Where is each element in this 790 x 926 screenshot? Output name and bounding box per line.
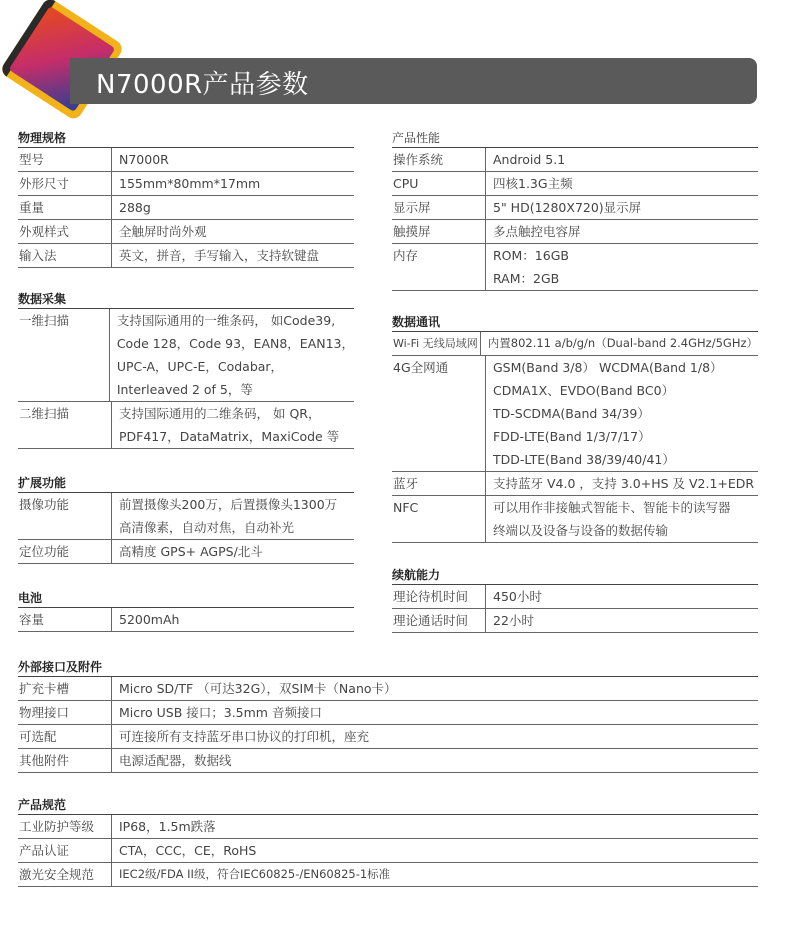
spec-value (485, 585, 758, 608)
spec-label: 一维扫描 (19, 313, 70, 328)
spec-value-line: IP68，1.5m跌落 (119, 819, 216, 834)
spec-value (111, 677, 758, 700)
spec-value-line: TD-SCDMA(Band 34/39） (493, 406, 650, 421)
spec-value (485, 472, 758, 495)
section-title: 外部接口及附件 (18, 659, 758, 677)
section-communication (392, 314, 758, 543)
section-interfaces (18, 659, 758, 773)
spec-value-line: 终端以及设备与设备的数据传输 (493, 523, 669, 538)
spec-row (392, 196, 758, 220)
spec-row (18, 172, 354, 196)
spec-value (111, 220, 354, 243)
spec-label: 定位功能 (19, 544, 70, 559)
spec-value (111, 701, 758, 724)
section-data-capture (18, 291, 354, 449)
page-title: N7000R产品参数 (96, 70, 309, 100)
spec-value-line: 5200mAh (119, 612, 180, 627)
spec-row (18, 196, 354, 220)
spec-value-line: 支持国际通用的二维条码， 如 QR， (119, 406, 321, 421)
section-title: 产品规范 (18, 797, 758, 815)
spec-row (392, 356, 758, 472)
section-title: 数据采集 (18, 291, 354, 309)
spec-label: 激光安全规范 (19, 867, 95, 882)
spec-label: 显示屏 (393, 200, 431, 215)
spec-value-line: 多点触控电容屏 (493, 224, 581, 239)
spec-row (18, 701, 758, 725)
section-extended-features (18, 475, 354, 564)
spec-row (18, 244, 354, 268)
spec-value (111, 863, 758, 886)
spec-value-line: 5" HD(1280X720)显示屏 (493, 200, 642, 215)
spec-value-line: 内置802.11 a/b/g/n（Dual-band 2.4GHz/5GHz） (487, 336, 758, 350)
spec-value-line: TDD-LTE(Band 38/39/40/41） (493, 452, 675, 467)
spec-value (109, 309, 354, 401)
spec-value (485, 244, 758, 290)
spec-row (392, 496, 758, 543)
spec-row (18, 749, 758, 773)
spec-value (485, 220, 758, 243)
spec-value (111, 244, 354, 267)
spec-row (392, 585, 758, 609)
spec-label: 型号 (19, 152, 45, 167)
section-battery (18, 590, 354, 632)
spec-value-line: 450小时 (493, 589, 542, 604)
spec-value-line: UPC-A，UPC-E，Codabar， (116, 359, 284, 374)
spec-value-line: Interleaved 2 of 5，等 (116, 382, 253, 397)
spec-value-line: CTA，CCC，CE，RoHS (119, 843, 257, 858)
spec-value (480, 332, 758, 355)
section-endurance (392, 567, 758, 633)
spec-value-line: Micro USB 接口；3.5mm 音频接口 (119, 705, 322, 720)
spec-value-line: Code 128，Code 93，EAN8，EAN13， (116, 336, 354, 351)
spec-label: CPU (393, 176, 419, 191)
spec-row (18, 540, 354, 564)
spec-row (18, 148, 354, 172)
spec-value (111, 839, 758, 862)
spec-label: 操作系统 (393, 152, 444, 167)
spec-row (18, 608, 354, 632)
section-title: 物理规格 (18, 130, 354, 148)
spec-value (111, 725, 758, 748)
spec-value (111, 493, 354, 539)
spec-row (392, 220, 758, 244)
spec-label: 物理接口 (19, 705, 70, 720)
section-title: 续航能力 (392, 567, 758, 585)
spec-value-line: GSM(Band 3/8） WCDMA(Band 1/8） (493, 360, 723, 375)
spec-row (18, 839, 758, 863)
spec-value (111, 749, 758, 772)
spec-value-line: RAM：2GB (493, 271, 560, 286)
spec-row (18, 220, 354, 244)
spec-row (392, 244, 758, 291)
spec-label: 理论待机时间 (393, 589, 469, 604)
section-title: 扩展功能 (18, 475, 354, 493)
spec-label: 外观样式 (19, 224, 70, 239)
spec-row (392, 172, 758, 196)
spec-value-line: 支持蓝牙 V4.0 ，支持 3.0+HS 及 V2.1+EDR (493, 476, 755, 491)
spec-label: 容量 (19, 612, 45, 627)
spec-label: 二维扫描 (19, 406, 70, 421)
spec-label: NFC (393, 500, 419, 515)
spec-label: 工业防护等级 (19, 819, 95, 834)
spec-value (485, 148, 758, 171)
spec-label: 外形尺寸 (19, 176, 70, 191)
spec-label: 扩充卡槽 (19, 681, 70, 696)
spec-row (392, 148, 758, 172)
spec-value (111, 196, 354, 219)
spec-row (18, 725, 758, 749)
spec-value-line: 可以用作非接触式智能卡、智能卡的读写器 (493, 500, 731, 515)
section-title: 数据通讯 (392, 314, 758, 332)
spec-row (392, 472, 758, 496)
spec-row (392, 332, 758, 356)
spec-value (111, 608, 354, 631)
spec-value (485, 496, 758, 542)
spec-row (18, 815, 758, 839)
spec-label: 重量 (19, 200, 45, 215)
section-physical (18, 130, 354, 268)
spec-value-line: 前置摄像头200万，后置摄像头1300万 (119, 497, 338, 512)
spec-value-line: 四核1.3G主频 (493, 176, 573, 191)
spec-row (18, 402, 354, 449)
spec-value (111, 815, 758, 838)
spec-value-line: 全触屏时尚外观 (119, 224, 207, 239)
spec-value-line: 英文，拼音，手写输入，支持软键盘 (119, 248, 320, 263)
spec-value-line: Android 5.1 (493, 152, 566, 167)
spec-label: 输入法 (19, 248, 57, 263)
spec-value-line: Micro SD/TF （可达32G），双SIM卡（Nano卡） (119, 681, 397, 696)
spec-row (18, 493, 354, 540)
spec-row (18, 309, 354, 402)
section-title: 电池 (18, 590, 354, 608)
spec-label: 摄像功能 (19, 497, 70, 512)
spec-value (485, 196, 758, 219)
spec-value-line: PDF417，DataMatrix，MaxiCode 等 (119, 429, 340, 444)
section-performance (392, 130, 758, 291)
spec-value-line: CDMA1X、EVDO(Band BC0） (493, 383, 675, 398)
section-title: 产品性能 (392, 130, 758, 148)
spec-label: 理论通话时间 (393, 613, 469, 628)
spec-value-line: 高精度 GPS+ AGPS/北斗 (119, 544, 263, 559)
spec-value-line: 电源适配器，数据线 (119, 753, 232, 768)
spec-value (485, 172, 758, 195)
spec-label: 其他附件 (19, 753, 70, 768)
spec-value-line: IEC2级/FDA II级，符合IEC60825-/EN60825-1标准 (119, 867, 391, 881)
spec-value-line: 22小时 (493, 613, 534, 628)
spec-row (392, 609, 758, 633)
spec-value-line: 支持国际通用的一维条码， 如Code39, (116, 313, 336, 328)
spec-value-line: 288g (119, 200, 151, 215)
spec-value (111, 402, 354, 448)
spec-label: 内存 (393, 248, 419, 263)
spec-value-line: 高清像素，自动对焦，自动补光 (119, 520, 295, 535)
spec-value-line: 155mm*80mm*17mm (119, 176, 261, 191)
spec-label: 4G全网通 (393, 360, 449, 375)
spec-value (111, 172, 354, 195)
spec-value (111, 148, 354, 171)
spec-value-line: N7000R (119, 152, 169, 167)
spec-value (111, 540, 354, 563)
spec-value-line: FDD-LTE(Band 1/3/7/17） (493, 429, 651, 444)
spec-row (18, 677, 758, 701)
spec-label: Wi-Fi 无线局域网 (393, 337, 478, 350)
spec-label: 产品认证 (19, 843, 70, 858)
spec-value-line: 可连接所有支持蓝牙串口协议的打印机，座充 (119, 729, 370, 744)
spec-label: 可选配 (19, 729, 57, 744)
spec-row (18, 863, 758, 887)
spec-value (485, 609, 758, 632)
spec-label: 蓝牙 (393, 476, 419, 491)
spec-label: 触摸屏 (393, 224, 431, 239)
section-standards (18, 797, 758, 887)
spec-value (485, 356, 758, 471)
spec-value-line: ROM：16GB (493, 248, 569, 263)
